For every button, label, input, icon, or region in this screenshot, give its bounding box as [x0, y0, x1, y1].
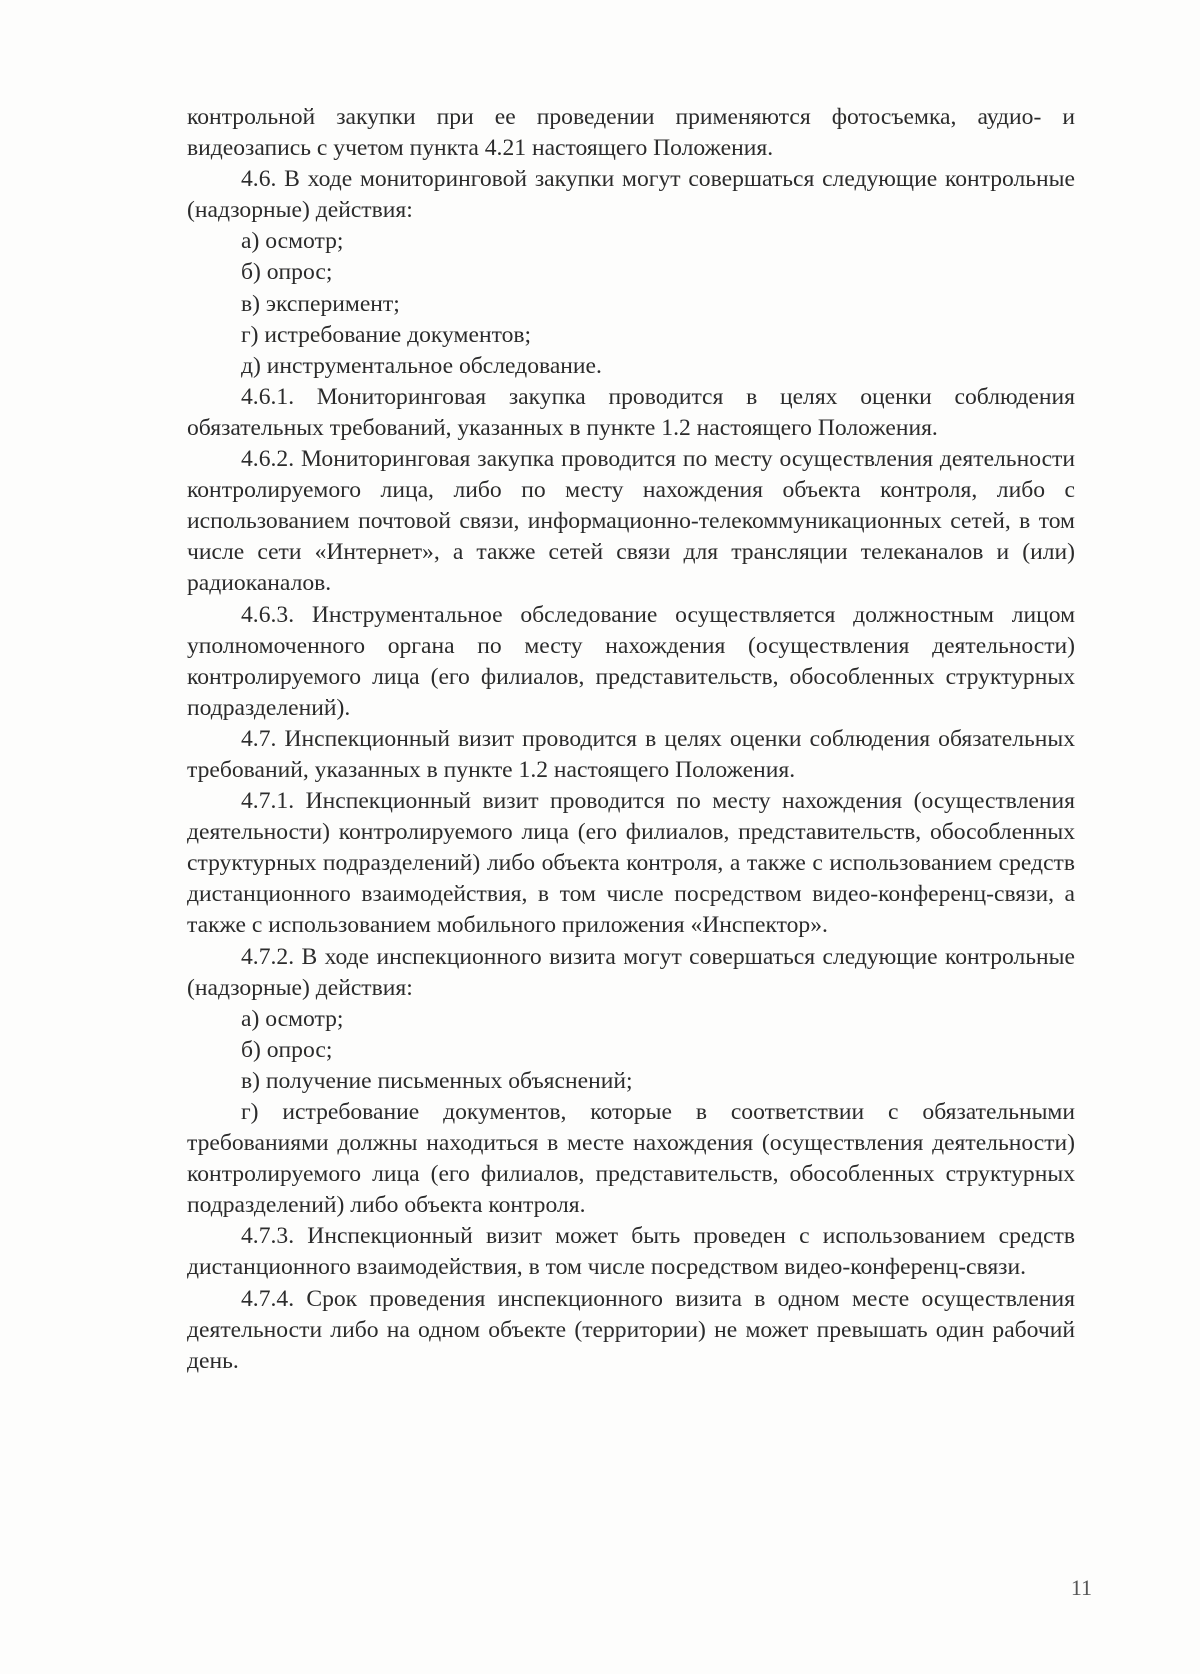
document-body — [187, 102, 1075, 1377]
paragraph: 4.7.1. Инспекционный визит проводится по месту нахождения (осуществления деятельности) контролируемого лица (его филиалов, представительств, обособленных структурных подразделений) либо объекта контроля, а также с использованием средств дистанционного взаимодействия, в том числе посредством видео-конференц-связи, а также с использованием мобильного приложения «Инспектор». — [187, 788, 1075, 939]
list-item: б) опрос; — [241, 259, 333, 286]
list-item: а) осмотр; — [241, 228, 344, 255]
paragraph: контрольной закупки при ее проведении применяются фотосъемка, аудио- и видеозапись с учетом пункта 4.21 настоящего Положения. — [187, 104, 1075, 162]
paragraph: 4.6.3. Инструментальное обследование осуществляется должностным лицом уполномоченного органа по месту нахождения (осуществления деятельности) контролируемого лица (его филиалов, представительств, обособленных структурных подразделений). — [187, 601, 1075, 721]
list-item: г) истребование документов; — [241, 321, 532, 348]
paragraph: 4.6.2. Мониторинговая закупка проводится по месту осуществления деятельности контролируемого лица, либо по месту нахождения объекта контроля, либо с использованием почтовой связи, информационно-телекоммуникационных сетей, в том числе сети «Интернет», а также сетей связи для трансляции телеканалов и (или) радиоканалов. — [187, 446, 1075, 597]
paragraph: 4.7.3. Инспекционный визит может быть проведен с использованием средств дистанционного взаимодействия, в том числе посредством видео-конференц-связи. — [187, 1223, 1075, 1281]
paragraph: 4.7.2. В ходе инспекционного визита могут совершаться следующие контрольные (надзорные) действия: — [187, 943, 1075, 1001]
list-item: в) получение письменных объяснений; — [241, 1067, 633, 1094]
paragraph: 4.6. В ходе мониторинговой закупки могут совершаться следующие контрольные (надзорные) действия: — [187, 166, 1075, 224]
page-number: 11 — [1070, 1575, 1092, 1600]
paragraph: 4.6.1. Мониторинговая закупка проводится в целях оценки соблюдения обязательных требований, указанных в пункте 1.2 настоящего Положения. — [187, 383, 1075, 441]
list-item: б) опрос; — [241, 1036, 333, 1063]
list-item: д) инструментальное обследование. — [241, 352, 602, 379]
paragraph: 4.7.4. Срок проведения инспекционного визита в одном месте осуществления деятельности либо на одном объекте (территории) не может превышать один рабочий день. — [187, 1285, 1075, 1374]
paragraph: г) истребование документов, которые в соответствии с обязательными требованиями должны находиться в месте нахождения (осуществления деятельности) контролируемого лица (его филиалов, представительств, обособленных структурных подразделений) либо объекта контроля. — [187, 1099, 1075, 1219]
list-item: в) эксперимент; — [241, 290, 400, 317]
list-item: а) осмотр; — [241, 1005, 344, 1032]
paragraph: 4.7. Инспекционный визит проводится в целях оценки соблюдения обязательных требований, указанных в пункте 1.2 настоящего Положения. — [187, 725, 1075, 783]
